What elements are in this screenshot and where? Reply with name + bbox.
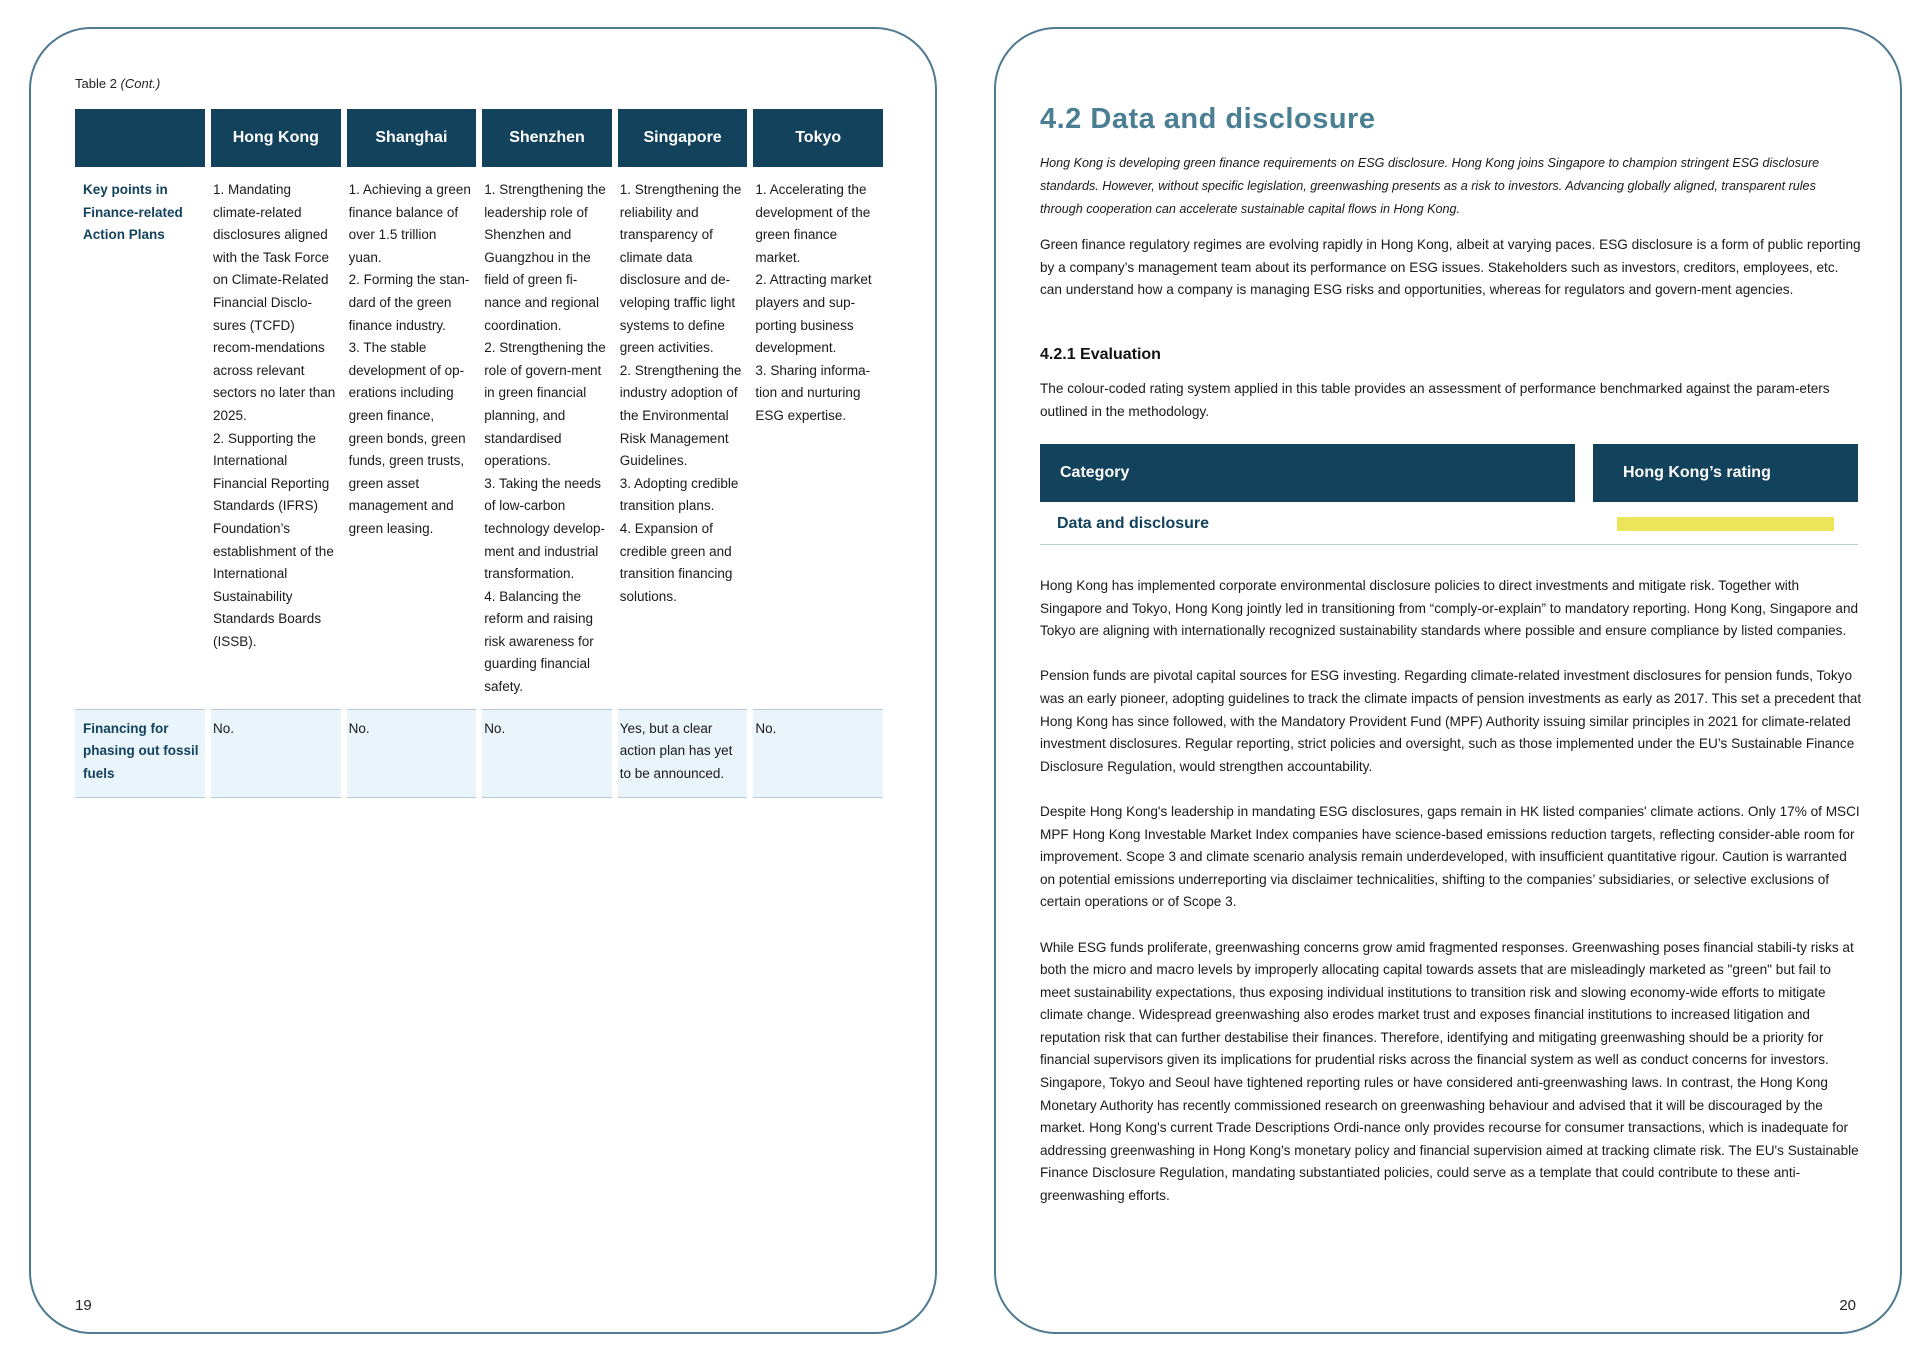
cell-singapore: 1. Strengthening the reliability and transparency of climate data disclosure and de-veloping traffic light systems to define green activities. 2. Strengthening the industry adoption of the Environmental Risk Management Guidelines. 3. Adopting credible transition plans. 4. Expansion of credible green and transition financing solutions.: [619, 182, 742, 604]
left-page: [29, 27, 937, 1334]
rating-row-divider: [1040, 544, 1858, 545]
rating-row-label: Data and disclosure: [1057, 515, 1210, 532]
rating-color-bar: [1617, 517, 1834, 531]
rating-header-rating: Hong Kong’s rating: [1593, 444, 1858, 502]
table-row: [75, 167, 883, 709]
body-paragraph: Despite Hong Kong's leadership in mandating ESG disclosures, gaps remain in HK listed companies' climate actions. Only 17% of MSCI MPF Hong Kong Investable Market Index companies have science-based emissions reduction targets, reflecting consider-able room for improvement. Scope 3 and climate scenario analysis remain underdeveloped, with insufficient quantitative rigour. Caution is warranted on potential emissions underreporting via disclaimer technicalities, shifting to the companies’ subsidiaries, or selective exclusions of certain operations or of Scope 3.: [1040, 803, 1860, 910]
table-caption-cont: (Cont.): [120, 76, 161, 91]
table-caption: [75, 76, 160, 91]
page-number: 20: [1839, 1297, 1856, 1314]
body-paragraph: Hong Kong has implemented corporate environmental disclosure policies to direct investments and mitigate risk. Together with Singapore and Tokyo, Hong Kong jointly led in transitioning from “comply-or-explain” to mandatory reporting. Hong Kong, Singapore and Tokyo are aligning with internationally recognized sustainability standards where possible and ensure compliance by listed companies.: [1040, 578, 1859, 639]
cell-singapore: Yes, but a clear action plan has yet to be announced.: [618, 709, 748, 799]
body-paragraph: While ESG funds proliferate, greenwashing concerns grow amid fragmented responses. Greenwashing poses financial stabili-ty risks at both the micro and macro levels by improperly allocating capital towards assets that are misleadingly marketed as "green" but fail to meet sustainability expectations, thus exposing individual institutions to transition risk and slowing economy-wide efforts to mitigate climate change. Widespread greenwashing also erodes market trust and exposes financial institutions to increased litigation and reputation risk that can further destabilise their finances. Therefore, identifying and mitigating greenwashing should be a priority for financial supervisors given its implications for prudential risks across the financial system as well as conduct concerns for investors. Singapore, Tokyo and Seoul have tightened reporting rules or have considered anti-greenwashing laws. In contrast, the Hong Kong Monetary Authority has recently commissioned research on greenwashing behaviour and advised that it will be discouraged by the market. Hong Kong's current Trade Descriptions Ordi-nance only provides recourse for consumer transactions, which is inadequate for addressing greenwashing in Hong Kong's monetary policy and financial supervision aimed at tracking climate risk. The EU's Sustainable Finance Disclosure Regulation, mandating substantiated policies, could serve as a template that could contribute to these anti-greenwashing efforts.: [1040, 939, 1859, 1204]
page-number: 19: [75, 1297, 92, 1314]
intro-paragraph: Green finance regulatory regimes are evolving rapidly in Hong Kong, albeit at varying paces. ESG disclosure is a form of public reporting by a company’s management team about its performance on ESG issues. Stakeholders such as investors, creditors, employees, etc. can understand how a company is managing ESG risks and opportunities, whereas for regulators and govern-ment agencies.: [1040, 237, 1861, 298]
header-hong-kong: Hong Kong: [211, 109, 341, 167]
right-page: [994, 27, 1902, 1334]
cell-shanghai: No.: [347, 709, 477, 799]
rating-header-category: Category: [1040, 444, 1575, 502]
header-tokyo: Tokyo: [753, 109, 883, 167]
body-paragraphs: [1040, 575, 1862, 1230]
comparison-table: [69, 109, 889, 798]
rating-description: The colour-coded rating system applied in this table provides an assessment of performance benchmarked against the param-eters outlined in the methodology.: [1040, 381, 1830, 419]
header-empty: [75, 109, 205, 167]
lead-paragraph: Hong Kong is developing green finance requirements on ESG disclosure. Hong Kong joins Singapore to champion stringent ESG disclosure standards. However, without specific legislation, greenwashing presents as a risk to investors. Advancing globally aligned, transparent rules through cooperation can accelerate sustainable capital flows in Hong Kong.: [1040, 156, 1820, 216]
section-title: 4.2 Data and disclosure: [1040, 103, 1376, 135]
table-row: [75, 709, 883, 799]
cell-hong-kong: No.: [211, 709, 341, 799]
row-label-fossil-fuels: Financing for phasing out fossil fuels: [75, 709, 205, 799]
cell-tokyo: 1. Accelerating the development of the green finance market. 2. Attracting market players and sup-porting business development. 3. Sharing informa-tion and nurturing ESG expertise.: [755, 182, 872, 423]
subsection-title: 4.2.1 Evaluation: [1040, 346, 1161, 363]
table-caption-label: Table 2: [75, 76, 117, 91]
header-shenzhen: Shenzhen: [482, 109, 612, 167]
header-singapore: Singapore: [618, 109, 748, 167]
body-paragraph: Pension funds are pivotal capital sources for ESG investing. Regarding climate-related investment disclosures for pension funds, Tokyo was an early pioneer, adopting guidelines to track the climate impacts of pension investments as early as 2017. This set a precedent that Hong Kong has since followed, with the Mandatory Provident Fund (MPF) Authority issuing similar principles in 2021 for climate-related investment disclosures. Regular reporting, strict policies and oversight, such as those implemented under the EU’s Sustainable Finance Disclosure Regulation, would strengthen accountability.: [1040, 668, 1862, 774]
row-label-key-points: Key points in Finance-related Action Plans: [83, 182, 183, 243]
cell-tokyo: No.: [753, 709, 883, 799]
cell-hong-kong: 1. Mandating climate-related disclosures aligned with the Task Force on Climate-Related Financial Disclo-sures (TCFD) recom-mendations across relevant sectors no later than 2025. 2. Supporting the International Financial Reporting Standards (IFRS) Foundation’s establishment of the International Sustainability Standards Boards (ISSB).: [213, 182, 336, 649]
cell-shenzhen: No.: [482, 709, 612, 799]
cell-shanghai: 1. Achieving a green finance balance of over 1.5 trillion yuan. 2. Forming the stan-dard of the green finance industry. 3. The stable development of op-erations including green finance, green bonds, green funds, green trusts, green asset management and green leasing.: [348, 182, 471, 536]
cell-shenzhen: 1. Strengthening the leadership role of Shenzhen and Guangzhou in the field of green fi-nance and regional coordination. 2. Strengthening the role of govern-ment in green financial planning, and standardised operations. 3. Taking the needs of low-carbon technology develop-ment and industrial transformation. 4. Balancing the reform and raising risk awareness for guarding financial safety.: [484, 182, 606, 695]
table-header-row: [75, 109, 883, 167]
header-shanghai: Shanghai: [347, 109, 477, 167]
